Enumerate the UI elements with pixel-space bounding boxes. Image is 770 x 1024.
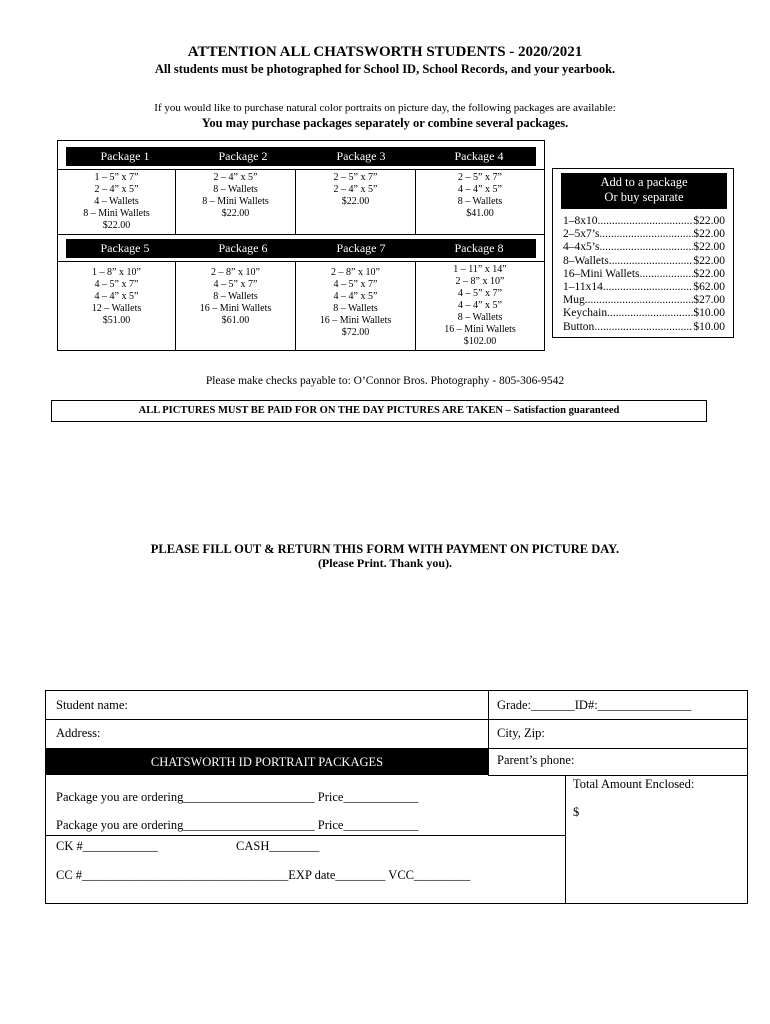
page-subtitle: All students must be photographed for School ID, School Records, and your yearbook. [154,62,616,76]
package-price: $22.00 [221,208,250,219]
package-item: 1 – 11” x 14” [453,264,507,275]
package-5-items [58,262,176,351]
packages-table [57,140,545,351]
addon-price-list [552,168,734,338]
package-item: 16 – Mini Wallets [319,315,392,326]
package-8-name: Package 8 [454,241,504,255]
package-order-field-1[interactable]: Package you are ordering_____________________ Price____________ [56,790,419,804]
addon-item: 1–8x10 ..... $22.00 [563,215,725,228]
payment-notice-banner: ALL PICTURES MUST BE PAID FOR ON THE DAY PICTURES ARE TAKEN – Satisfaction guaranteed [51,400,707,422]
packages-header-row-2 [66,239,536,258]
form-divider [46,719,747,720]
package-item: 8 – Wallets [333,303,378,314]
addon-header-line-2: Or buy separate [604,190,684,204]
package-price: $72.00 [341,327,370,338]
package-item: 2 – 5” x 7” [458,172,502,183]
package-item: 1 – 8” x 10” [92,267,141,278]
form-divider [565,775,566,903]
package-item: 4 – Wallets [94,196,139,207]
package-5-name: Package 5 [100,241,150,255]
total-amount-field[interactable]: $ [573,805,580,819]
package-price: $22.00 [341,196,370,207]
package-price: $102.00 [463,336,497,347]
fill-out-note: (Please Print. Thank you). [317,556,453,570]
package-item: 2 – 4” x 5” [213,172,258,183]
package-price: $61.00 [221,315,250,326]
package-7-name: Package 7 [336,241,386,255]
package-item: 1 – 5” x 7” [94,172,139,183]
package-price: $51.00 [102,315,131,326]
package-item: 2 – 4” x 5” [94,184,139,195]
addon-items [563,215,725,334]
package-item: 8 – Mini Wallets [202,196,269,207]
credit-card-field[interactable]: CC #_________________________________EXP date________ VCC_________ [56,868,471,882]
form-divider [46,835,565,836]
package-item: 2 – 4” x 5” [333,184,378,195]
package-item: 2 – 8” x 10” [211,267,260,278]
order-form [45,690,748,904]
package-1-name: Package 1 [100,149,150,163]
addon-header-line-1: Add to a package [600,175,688,189]
form-section-banner: CHATSWORTH ID PORTRAIT PACKAGES [46,749,488,775]
packages-row-2 [58,261,544,351]
city-zip-field[interactable]: City, Zip: [497,726,545,740]
packages-row-1 [58,169,544,235]
package-item: 12 – Wallets [91,303,142,314]
package-1-items [58,170,176,234]
package-item: 16 – Mini Wallets [444,324,516,335]
address-field[interactable]: Address: [56,726,101,740]
package-3-items [296,170,416,234]
package-6-name: Package 6 [218,241,268,255]
intro-text: If you would like to purchase natural color portraits on picture day, the following packages are available: [154,102,616,114]
package-7-items [296,262,416,351]
addon-header [561,173,727,209]
addon-item: Mug ..... $27.00 [563,294,725,307]
grade-id-field[interactable]: Grade:_______ID#:_______________ [497,698,692,712]
addon-item: 8–Wallets ..... $22.00 [563,255,725,268]
student-name-field[interactable]: Student name: [56,698,128,712]
package-price: $41.00 [466,208,494,219]
cash-field[interactable]: CASH________ [236,839,320,853]
package-2-items [176,170,296,234]
package-item: 2 – 5” x 7” [333,172,378,183]
intro-bold-text: You may purchase packages separately or combine several packages. [201,116,569,130]
package-item: 8 – Wallets [213,184,258,195]
addon-item: 4–4x5’s ..... $22.00 [563,241,725,254]
package-6-items [176,262,296,351]
package-item: 4 – 5” x 7” [94,279,139,290]
package-item: 4 – 4” x 5” [458,184,502,195]
package-item: 2 – 8” x 10” [455,276,505,287]
addon-item: 1–11x14 ..... $62.00 [563,281,725,294]
form-divider [488,691,489,775]
addon-item: Keychain ..... $10.00 [563,307,725,320]
package-item: 2 – 8” x 10” [331,267,380,278]
package-order-field-2[interactable]: Package you are ordering_____________________ Price____________ [56,818,419,832]
package-4-name: Package 4 [454,149,504,163]
package-price: $22.00 [102,220,131,231]
package-item: 4 – 4” x 5” [94,291,139,302]
package-item: 4 – 5” x 7” [458,288,502,299]
package-item: 8 – Mini Wallets [83,208,150,219]
package-2-name: Package 2 [218,149,268,163]
check-number-field[interactable]: CK #____________ [56,839,158,853]
addon-item: 16–Mini Wallets ..... $22.00 [563,268,725,281]
package-item: 8 – Wallets [457,312,503,323]
package-item: 8 – Wallets [213,291,258,302]
parent-phone-field[interactable]: Parent’s phone: [497,753,575,767]
fill-out-instruction: PLEASE FILL OUT & RETURN THIS FORM WITH PAYMENT ON PICTURE DAY. [150,542,620,556]
package-item: 8 – Wallets [457,196,503,207]
page-title: ATTENTION ALL CHATSWORTH STUDENTS - 2020/2021 [187,44,583,60]
package-item: 4 – 5” x 7” [213,279,258,290]
package-4-items [416,170,544,234]
checks-payable-text: Please make checks payable to: O’Connor Bros. Photography - 805-306-9542 [205,375,565,387]
total-amount-label: Total Amount Enclosed: [573,777,695,791]
addon-item: 2–5x7’s ..... $22.00 [563,228,725,241]
package-item: 4 – 4” x 5” [458,300,502,311]
packages-header-row-1 [66,147,536,166]
form-divider [488,775,747,776]
package-item: 4 – 4” x 5” [333,291,378,302]
addon-item: Button ..... $10.00 [563,321,725,334]
package-item: 16 – Mini Wallets [199,303,272,314]
package-8-items [416,262,544,351]
package-item: 4 – 5” x 7” [333,279,378,290]
package-3-name: Package 3 [336,149,386,163]
